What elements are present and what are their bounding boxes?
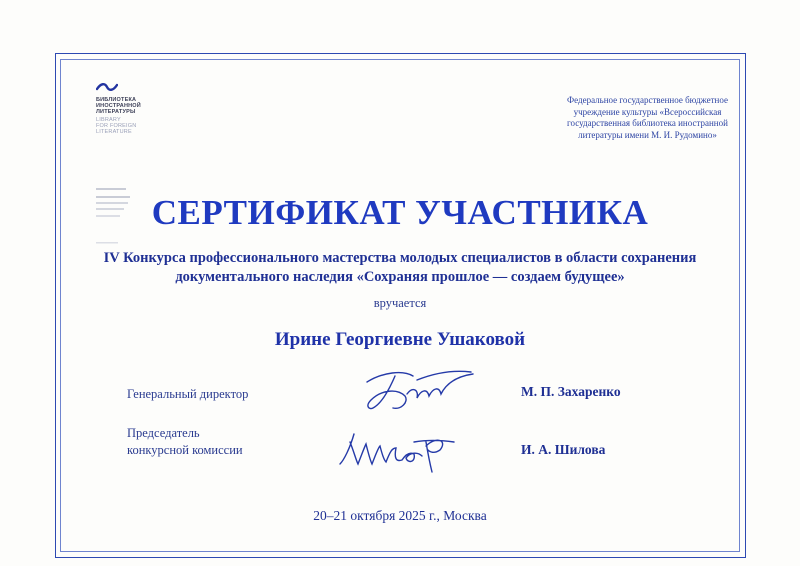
director-signature — [355, 360, 480, 420]
institution-line: Федеральное государственное бюджетное — [567, 95, 728, 105]
signatory-name-director: М. П. Захаренко — [521, 384, 621, 399]
contest-description-line: документального наследия «Сохраняя прошлое — создаем будущее» — [175, 269, 625, 285]
contest-description — [0, 249, 800, 287]
certificate-title: СЕРТИФИКАТ УЧАСТНИКА — [151, 193, 649, 232]
logo-text-ru-2: ИНОСТРАННОЙ — [96, 103, 141, 109]
logo-text-en-1: LIBRARY — [96, 117, 121, 123]
institution-line: государственная библиотека иностранной — [567, 118, 728, 128]
date-place: 20–21 октября 2025 г., Москва — [313, 508, 487, 523]
signatory-name-commission-chair: И. А. Шилова — [521, 442, 606, 457]
role-line: конкурсной комиссии — [127, 443, 243, 457]
signatory-role-director — [127, 386, 248, 403]
logo-text-en-3: LITERATURE — [96, 129, 132, 135]
institution-line: учреждение культуры «Всероссийская — [573, 106, 722, 117]
chair-signature — [330, 418, 460, 478]
signatory-role-commission-chair — [127, 425, 243, 459]
logo-text-en-2: FOR FOREIGN — [96, 123, 137, 129]
institution-name — [555, 95, 740, 141]
role-line: Председатель — [127, 426, 200, 440]
logo-text-ru-3: ЛИТЕРАТУРЫ — [96, 109, 136, 115]
institution-line: литературы имени М. И. Рудомино» — [578, 129, 717, 140]
tilde-wave-icon — [96, 82, 118, 92]
contest-description-line: IV Конкурса профессионального мастерства молодых специалистов в области сохранения — [103, 250, 697, 266]
recipient-name: Ирине Георгиевне Ушаковой — [274, 329, 526, 350]
role-line: Генеральный директор — [127, 387, 249, 401]
logo-text-ru-1: БИБЛИОТЕКА — [96, 97, 137, 103]
awarded-label: вручается — [373, 296, 427, 310]
